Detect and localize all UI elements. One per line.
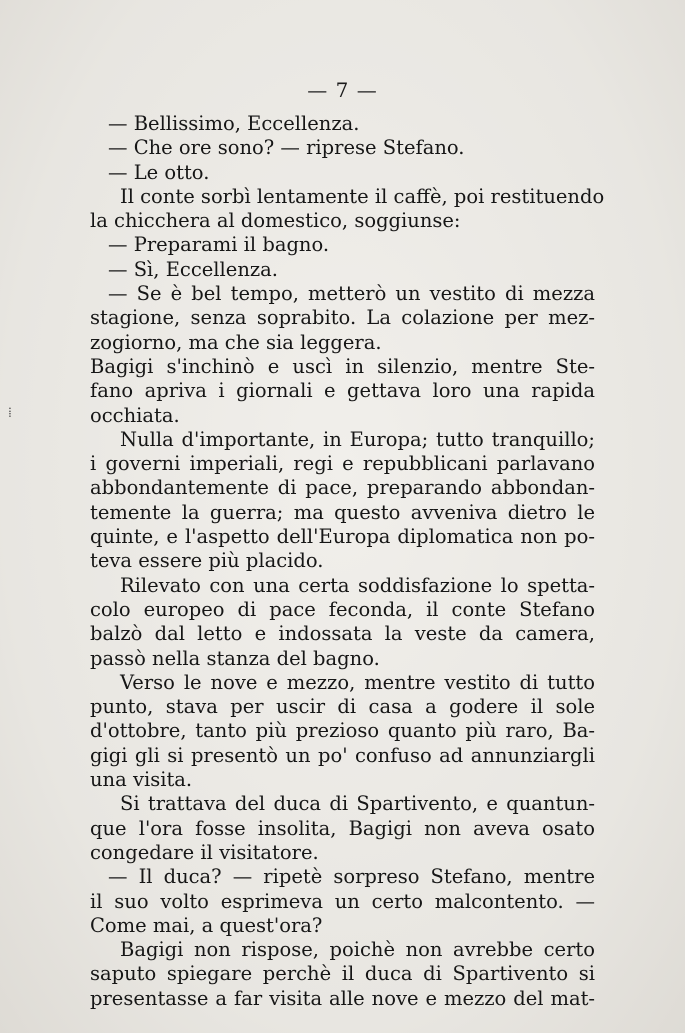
text-line: balzò dal letto e indossata la veste da camera, [90, 622, 595, 646]
text-line: fano apriva i giornali e gettava loro una rapida [90, 379, 595, 403]
text-line: — Le otto. [108, 160, 210, 184]
text-line: Rilevato con una certa soddisfazione lo spetta- [120, 573, 595, 597]
text-line: Il conte sorbì lentamente il caffè, poi restituendo [120, 184, 605, 208]
text-line: — Bellissimo, Eccellenza. [108, 112, 360, 135]
text-line: — Sì, Eccellenza. [108, 257, 278, 281]
text-line: occhiata. [90, 403, 180, 427]
body-text [90, 112, 605, 1011]
text-line: abbondantemente di pace, preparando abbondan- [90, 476, 595, 500]
text-line: stagione, senza soprabito. La colazione per mez- [90, 306, 595, 330]
text-line: gigi gli si presentò un po' confuso ad annunziargli [90, 743, 595, 767]
text-line: passò nella stanza del bagno. [90, 646, 380, 670]
text-line: — Se è bel tempo, metterò un vestito di mezza [108, 282, 595, 306]
text-line: saputo spiegare perchè il duca di Spartivento si [90, 962, 595, 986]
text-line: quinte, e l'aspetto dell'Europa diplomatica non po- [90, 525, 595, 549]
text-line: d'ottobre, tanto più prezioso quanto più raro, Ba- [90, 719, 595, 743]
text-line: Si trattava del duca di Spartivento, e quantun- [120, 792, 595, 816]
text-line: Verso le nove e mezzo, mentre vestito di tutto [120, 670, 595, 694]
text-line: Bagigi s'inchinò e uscì in silenzio, mentre Ste- [90, 354, 595, 378]
text-line: i governi imperiali, regi e repubblicani parlavano [90, 452, 595, 476]
text-line: una visita. [90, 768, 193, 792]
text-line: il suo volto esprimeva un certo malcontento. — [90, 889, 595, 913]
text-line: que l'ora fosse insolita, Bagigi non aveva osato [90, 816, 595, 840]
text-line: punto, stava per uscir di casa a godere il sole [90, 695, 595, 719]
text-line: la chicchera al domestico, soggiunse: [90, 209, 461, 233]
text-line: zogiorno, ma che sia leggera. [90, 330, 382, 354]
margin-mark: ⁞ [8, 405, 12, 421]
text-line: teva essere più placido. [90, 549, 324, 573]
text-line: Nulla d'importante, in Europa; tutto tranquillo; [120, 427, 595, 451]
text-line: colo europeo di pace feconda, il conte Stefano [90, 597, 595, 621]
text-line: — Che ore sono? — riprese Stefano. [108, 136, 465, 160]
page-number: — 7 — [307, 78, 378, 102]
text-line: — Il duca? — ripetè sorpreso Stefano, mentre [108, 865, 595, 889]
text-line: presentasse a far visita alle nove e mezzo del mat- [90, 986, 595, 1010]
text-line: congedare il visitatore. [90, 840, 319, 864]
text-line: — Preparami il bagno. [108, 233, 330, 257]
text-line: temente la guerra; ma questo avveniva dietro le [90, 500, 595, 524]
text-line: Come mai, a quest'ora? [90, 913, 323, 937]
text-line: Bagigi non rispose, poichè non avrebbe certo [120, 938, 595, 962]
